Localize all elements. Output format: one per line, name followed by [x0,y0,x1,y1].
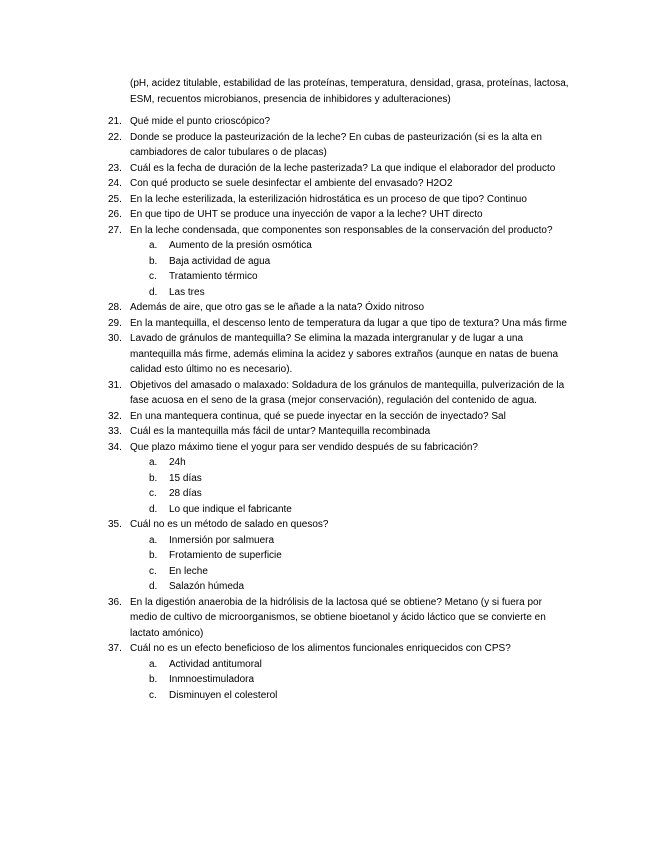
option-list [0,657,655,704]
option-text: Frotamiento de superficie [169,550,282,561]
option-item [0,486,655,502]
question-item [0,192,570,208]
option-item [0,269,655,285]
option-text: 28 días [169,488,202,499]
intro-paragraph: (pH, acidez titulable, estabilidad de las proteínas, temperatura, densidad, grasa, proteínas, lactosa, ESM, recuentos microbianos, presencia de inhibidores y adulteraciones) [130,78,569,105]
question-number: 29. [108,317,122,329]
option-item [0,672,655,688]
option-text: Inmnoestimuladora [169,674,255,685]
question-item [0,517,570,533]
question-item [0,300,570,316]
option-item [0,238,655,254]
question-number: 35. [108,519,122,530]
question-number: 24. [108,178,122,189]
question-number: 37. [108,643,122,654]
question-text: En la leche esterilizada, la esterilización hidrostática es un proceso de que tipo? Continuo [130,193,527,205]
question-text: Cuál es la fecha de duración de la leche pasterizada? La que indique el elaborador del producto [130,162,556,174]
option-letter: d. [149,286,158,298]
question-text: En la mantequilla, el descenso lento de temperatura da lugar a que tipo de textura? Una más firme [130,317,567,329]
option-item [0,471,655,487]
question-text: Objetivos del amasado o malaxado: Soldadura de los gránulos de mantequilla, pulverización de la fase acuosa en el seno de la grasa (mejor conservación), regulación del contenido de agua. [130,379,565,406]
option-letter: a. [149,658,158,670]
question-text: Lavado de gránulos de mantequilla? Se elimina la mazada intergranular y de lugar a una mantequilla más firme, además elimina la acidez y sabores extraños (aunque en natas de buena calidad esto último no es necesario). [130,333,559,375]
option-item [0,564,655,580]
question-number: 36. [108,596,122,608]
option-list [0,238,655,300]
question-number: 33. [108,426,122,437]
option-letter: a. [149,457,158,468]
option-letter: d. [149,503,158,515]
option-text: Las tres [169,286,205,298]
option-text: 15 días [169,472,202,484]
option-letter: b. [149,472,158,484]
question-item [0,207,570,223]
option-item [0,533,655,549]
option-text: Baja actividad de agua [169,255,271,267]
option-letter: b. [149,550,158,561]
question-text: Donde se produce la pasteurización de la leche? En cubas de pasteurización (si es la alta en cambiadores de calor tubulares o de placas) [130,131,542,158]
option-item [0,657,655,673]
option-text: En leche [169,565,208,577]
option-item [0,285,655,301]
option-letter: c. [149,689,157,701]
question-number: 31. [108,379,122,391]
option-letter: c. [149,488,157,499]
option-text: Lo que indique el fabricante [169,503,292,515]
option-text: 24h [169,457,186,468]
option-item [0,579,655,595]
question-text: Con qué producto se suele desinfectar el ambiente del envasado? H2O2 [130,178,453,189]
option-list [0,533,655,595]
question-number: 30. [108,333,122,344]
option-letter: b. [149,674,158,685]
question-text: Cuál es la mantequilla más fácil de untar? Mantequilla recombinada [130,426,431,437]
option-text: Inmersión por salmuera [169,534,275,546]
question-text: En la digestión anaerobia de la hidrólisis de la lactosa qué se obtiene? Metano (y si fuera por medio de cultivo de microorganismos, se obtiene bioetanol y ácido láctico que se convierte en lactato amónico) [130,596,546,639]
question-item [0,409,570,425]
option-text: Aumento de la presión osmótica [169,240,312,251]
question-text: Cuál no es un efecto beneficioso de los alimentos funcionales enriquecidos con CPS? [130,643,511,654]
question-number: 26. [108,209,122,220]
question-text: Que plazo máximo tiene el yogur para ser vendido después de su fabricación? [130,441,478,453]
question-number: 34. [108,441,122,453]
question-text: En una mantequera continua, qué se puede inyectar en la sección de inyectado? Sal [130,410,506,422]
option-item [0,688,655,704]
question-item [0,161,570,177]
question-text: Además de aire, que otro gas se le añade a la nata? Óxido nitroso [130,302,425,313]
question-number: 22. [108,131,122,143]
option-list [0,455,655,517]
question-item [0,223,570,239]
question-text: Qué mide el punto crioscópico? [130,116,271,127]
question-item [0,595,570,642]
question-item [0,331,570,378]
question-number: 25. [108,193,122,205]
option-letter: a. [149,240,158,251]
question-number: 28. [108,302,122,313]
question-item [0,176,570,192]
question-item [0,440,570,456]
option-item [0,455,655,471]
option-item [0,502,655,518]
option-text: Salazón húmeda [169,581,245,592]
option-letter: c. [149,565,157,577]
question-item [0,424,570,440]
option-text: Actividad antitumoral [169,658,262,670]
option-item [0,254,655,270]
question-item [0,378,570,409]
question-text: Cuál no es un método de salado en quesos? [130,519,329,530]
question-number: 21. [108,116,122,127]
option-item [0,548,655,564]
option-letter: b. [149,255,158,267]
question-item [0,641,570,657]
option-letter: d. [149,581,158,592]
option-letter: a. [149,534,158,546]
question-item [0,316,570,332]
question-text: En que tipo de UHT se produce una inyección de vapor a la leche? UHT directo [130,209,483,220]
question-number: 32. [108,410,122,422]
question-number: 27. [108,224,122,236]
question-number: 23. [108,162,122,174]
option-text: Disminuyen el colesterol [169,689,278,701]
question-list [0,114,655,703]
option-letter: c. [149,271,157,282]
option-text: Tratamiento térmico [169,271,258,282]
question-text: En la leche condensada, que componentes son responsables de la conservación del producto? [130,224,553,236]
question-item [0,130,570,161]
question-item [0,114,570,130]
